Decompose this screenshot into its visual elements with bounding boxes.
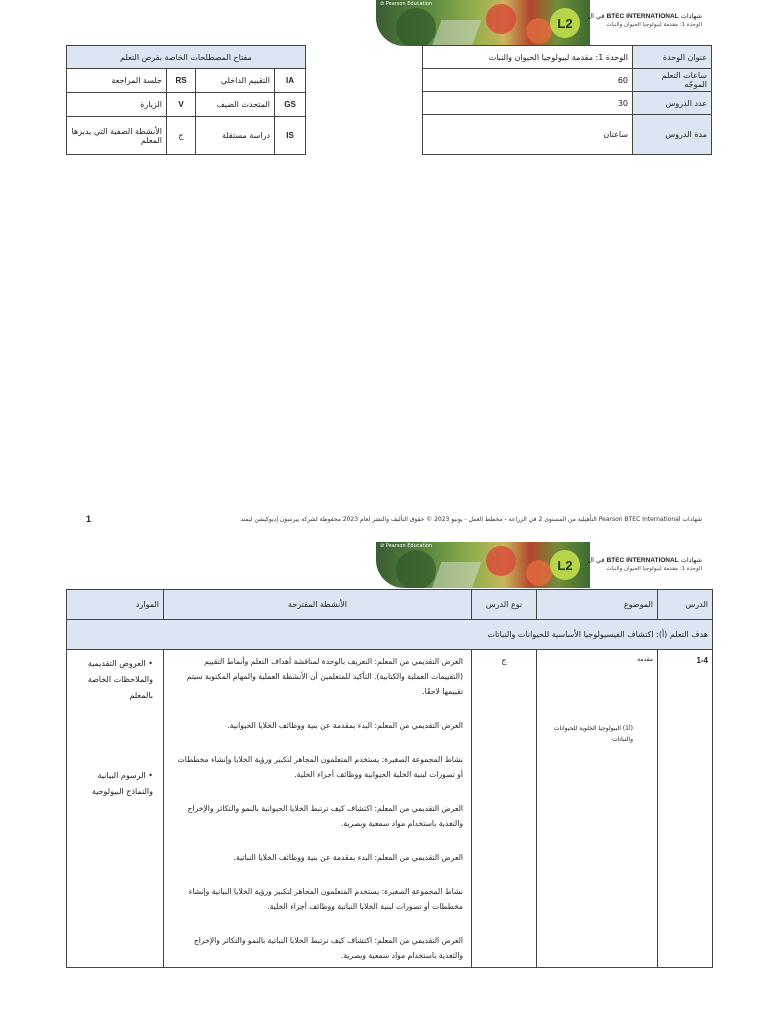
col-activities-header: الأنشطة المقترحة — [164, 590, 472, 620]
col-resources-header: الموارد — [67, 590, 164, 620]
key-term: الزيارة — [67, 93, 167, 117]
unit-title-label: عنوان الوحدة — [633, 46, 712, 69]
activity-item: العرض التقديمي من المعلم: البدء بمقدمة عن بنية ووظائف الخلايا الحيوانية. — [227, 721, 463, 730]
topic-a1: (أ1) البيولوجيا الخلوية للحيوانات والنباتات — [553, 725, 633, 743]
guided-hours-value: 60 — [423, 69, 633, 92]
key-code: GS — [275, 93, 306, 117]
activity-item: العرض التقديمي من المعلم: اكتشاف كيف ترتبط الخلايا الحيوانية بالنمو والتكاثر والإخراج والتغذية باستخدام مواد سمعية وبصرية. — [187, 804, 463, 828]
lesson-type: ج — [472, 650, 537, 968]
topic-cell — [537, 650, 658, 968]
key-term: المتحدث الضيف — [196, 93, 275, 117]
key-table — [66, 45, 306, 155]
topic-intro: مقدمة — [637, 656, 653, 663]
col-type-header: نوع الدرس — [472, 590, 537, 620]
resource-item: • العروض التقديمية والملاحظات الخاصة بالمعلم — [87, 659, 153, 700]
lessons-count-label: عدد الدروس — [633, 92, 712, 115]
activity-item: العرض التقديمي من المعلم: التعريف بالوحدة لمناقشة أهداف التعلم وأنماط التقييم (التقييمات العملية والكتابية). التأكيد للمتعلمين أن الأنشطة العملية والمهام المكتوبة سيتم تقييمها لاحقًا. — [186, 657, 463, 696]
key-table-title: مفتاح المصطلحات الخاصة بفرص التعلم — [67, 46, 306, 69]
pearson-brand: ⊘ Pearson Education — [380, 543, 433, 549]
key-term: الأنشطة الصفية التي يديرها المعلم — [67, 117, 167, 155]
key-term: جلسة المراجعة — [67, 69, 167, 93]
learning-objective-row: هدف التعلم (أ): اكتشاف الفيسيولوجيا الأساسية للحيوانات والنباتات — [67, 620, 713, 650]
pearson-brand: ⊘ Pearson Education — [380, 1, 433, 7]
header-subtitle: الوحدة 1: مقدمة لبيولوجيا الحيوان والنبات — [606, 566, 702, 572]
scheme-of-work-table — [66, 589, 713, 968]
key-code: RS — [167, 69, 196, 93]
activity-item: العرض التقديمي من المعلم: البدء بمقدمة عن بنية ووظائف الخلايا النباتية. — [233, 853, 463, 862]
resources-cell — [67, 650, 164, 968]
lessons-count-value: 30 — [423, 92, 633, 115]
lesson-duration-label: مدة الدروس — [633, 115, 712, 155]
lesson-number: 1-4 — [658, 650, 713, 968]
col-lesson-header: الدرس — [658, 590, 713, 620]
guided-hours-label: ساعات التعلم الموجّه — [633, 69, 712, 92]
col-topic-header: الموضوع — [537, 590, 658, 620]
activity-item: نشاط المجموعة الصغيرة: يستخدم المتعلمون المجاهر لتكبير ورؤية الخلايا وإنشاء مخططات أو تصورات لبنية الخلية الحيوانية ووظائف أجزاء الخلية. — [177, 755, 463, 779]
key-code: IS — [275, 117, 306, 155]
level-badge: L2 — [550, 8, 580, 38]
activities-cell — [164, 650, 472, 968]
page-number: 1 — [86, 514, 92, 524]
key-code: IA — [275, 69, 306, 93]
page-footer: شهادات Pearson BTEC International التأهيلية من المستوى 2 في الزراعة - مخطط العمل - يونيو 2023 © حقوق التأليف والنشر لعام 2023 محفوظة لشركة بيرسون إديوكيشن ليمتد — [240, 516, 702, 523]
header-title: شهادات BTEC INTERNATIONAL في ال — [587, 556, 702, 564]
key-code: V — [167, 93, 196, 117]
activity-item: العرض التقديمي من المعلم: اكتشاف كيف ترتبط الخلايا النباتية بالنمو والتكاثر والإخراج والتغذية باستخدام مواد سمعية وبصرية. — [193, 936, 463, 960]
level-badge: L2 — [550, 550, 580, 580]
header-title: شهادات BTEC INTERNATIONAL في ال — [587, 12, 702, 20]
unit-info-table — [422, 45, 712, 155]
key-term: التقييم الداخلي — [196, 69, 275, 93]
key-term: دراسة مستقلة — [196, 117, 275, 155]
activity-item: نشاط المجموعة الصغيرة: يستخدم المتعلمون المجاهر لتكبير ورؤية الخلايا النباتية وإنشاء مخططات أو تصورات لبنية الخلايا النباتية ووظائف أجزاء الخلية. — [188, 887, 463, 911]
resource-item: • الرسوم البيانية والنماذج البيولوجية — [91, 771, 153, 796]
key-code: ج — [167, 117, 196, 155]
lesson-duration-value: ساعتان — [423, 115, 633, 155]
header-subtitle: الوحدة 1: مقدمة لبيولوجيا الحيوان والنبات — [606, 22, 702, 28]
unit-title-value: الوحدة 1: مقدمة لبيولوجيا الحيوان والنبات — [423, 46, 633, 69]
